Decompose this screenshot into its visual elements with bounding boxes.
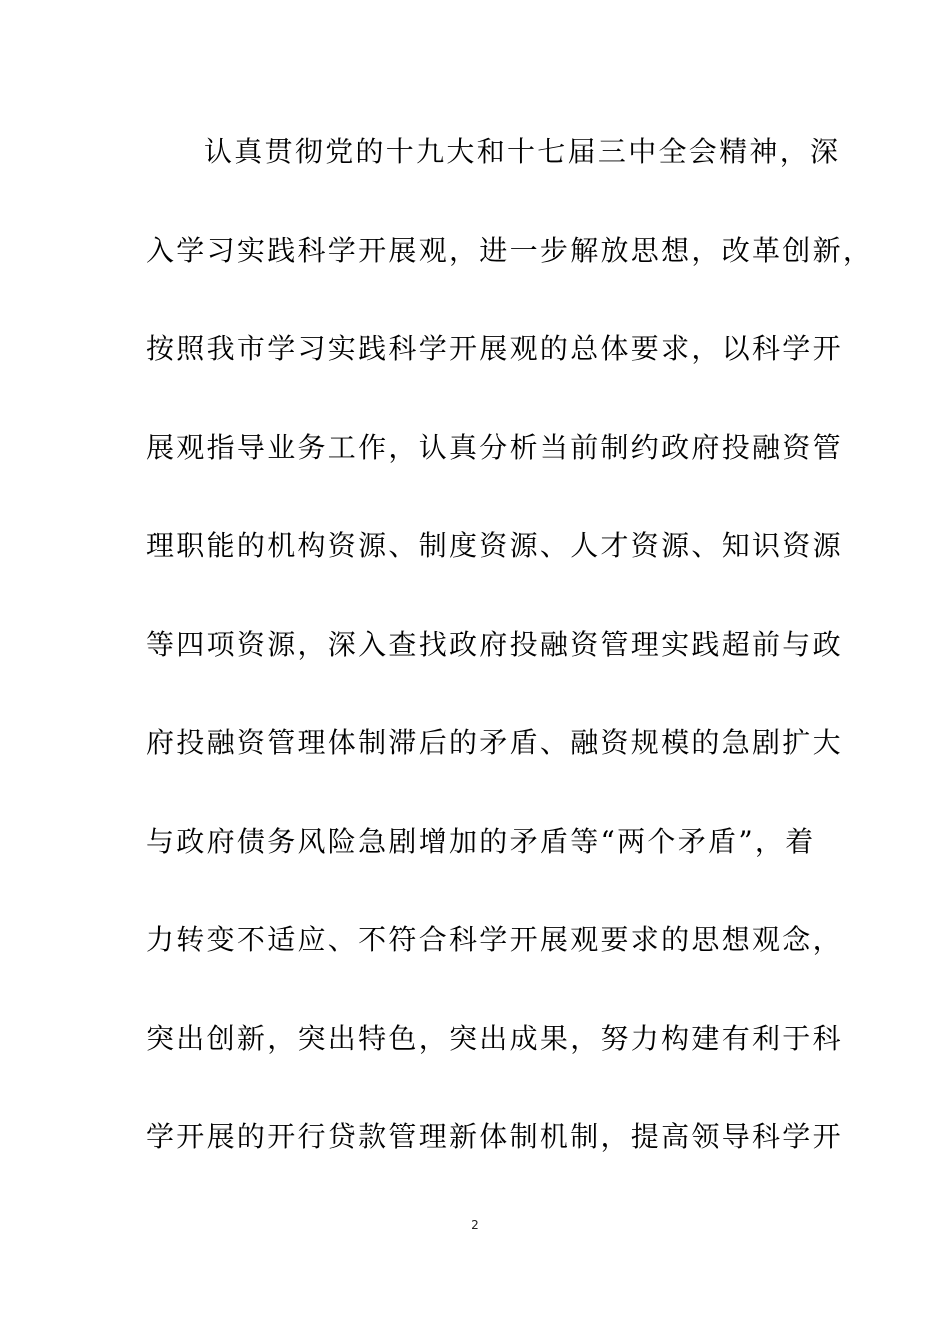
page-number: 2 [471,1218,479,1232]
paragraph-line: 认真贯彻党的十九大和十七届三中全会精神，深 [204,135,841,168]
paragraph-line: 力转变不适应、不符合科学开展观要求的思想观念， [146,923,843,956]
paragraph-line: 按照我市学习实践科学开展观的总体要求，以科学开 [146,332,843,365]
paragraph-line: 学开展的开行贷款管理新体制机制，提高领导科学开 [146,1120,843,1153]
paragraph-line: 府投融资管理体制滞后的矛盾、融资规模的急剧扩大 [146,726,843,759]
paragraph-line: 理职能的机构资源、制度资源、人才资源、知识资源 [146,529,843,562]
paragraph-line: 展观指导业务工作，认真分析当前制约政府投融资管 [146,430,843,464]
paragraph-line: 突出创新，突出特色，突出成果，努力构建有利于科 [146,1021,843,1055]
paragraph-line: 与政府债务风险急剧增加的矛盾等“两个矛盾”，着 [146,824,816,858]
paragraph-line: 入学习实践科学开展观，进一步解放思想，改革创新， [146,233,874,267]
paragraph-line: 等四项资源，深入查找政府投融资管理实践超前与政 [146,627,843,661]
body-paragraph [146,122,874,1206]
